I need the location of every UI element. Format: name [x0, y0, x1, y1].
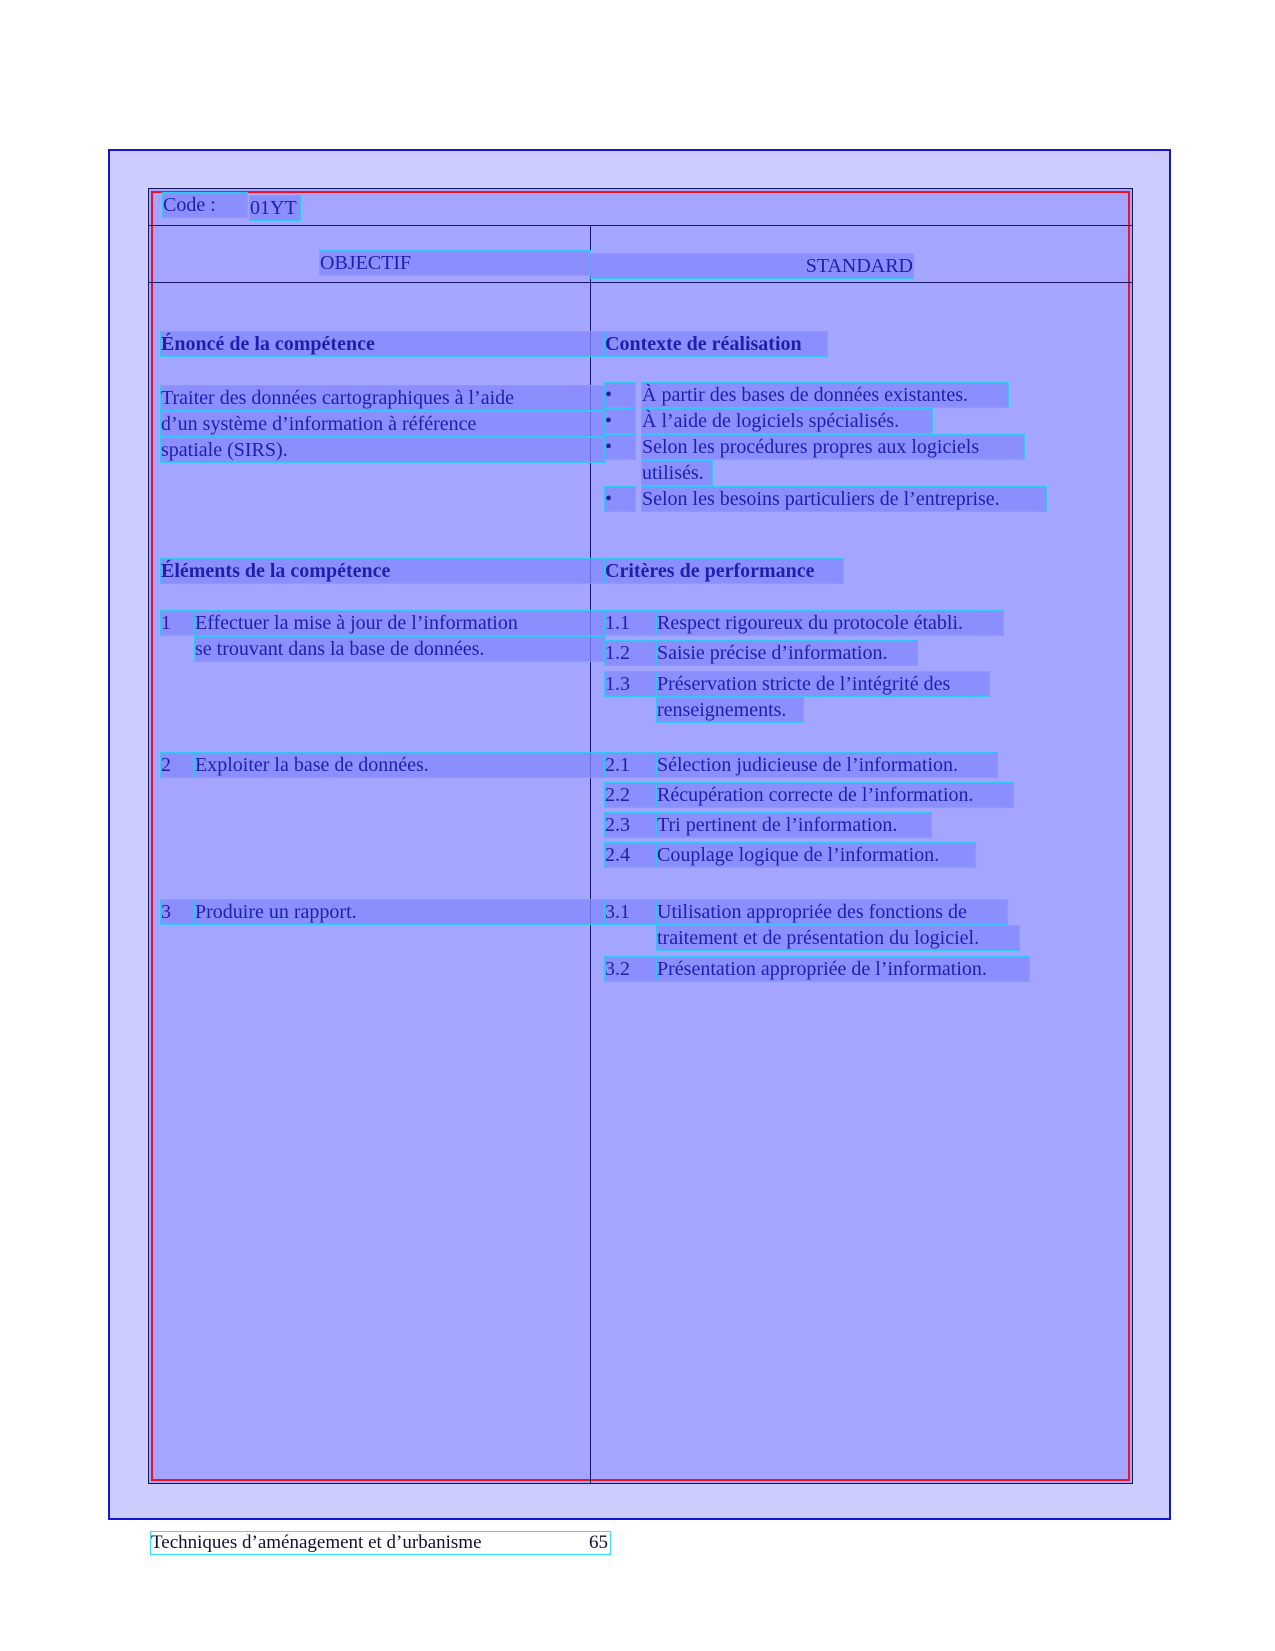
- critere-text-continued: renseignements.: [657, 698, 803, 722]
- contexte-item: À l’aide de logiciels spécialisés.: [642, 409, 932, 433]
- critere-number: 1.1: [605, 611, 657, 635]
- criteres-heading: Critères de performance: [605, 559, 843, 583]
- enonce-heading: Énoncé de la compétence: [161, 332, 605, 356]
- element-text: Produire un rapport.: [195, 900, 605, 924]
- element-text: Exploiter la base de données.: [195, 753, 605, 777]
- critere-number: 2.3: [605, 813, 657, 837]
- contexte-item: À partir des bases de données existantes.: [642, 383, 1008, 407]
- critere-number: 2.4: [605, 843, 657, 867]
- element-text-continued: se trouvant dans la base de données.: [195, 637, 605, 661]
- contexte-heading: Contexte de réalisation: [605, 332, 827, 356]
- critere-text: Tri pertinent de l’information.: [657, 813, 931, 837]
- bullet: •: [605, 487, 635, 511]
- header-row-divider: [149, 225, 1132, 226]
- critere-text: Récupération correcte de l’information.: [657, 783, 1013, 807]
- critere-number: 3.1: [605, 900, 657, 924]
- bullet: •: [605, 409, 635, 433]
- critere-number: 2.1: [605, 753, 657, 777]
- code-label: Code :: [163, 193, 247, 217]
- contexte-item: Selon les besoins particuliers de l’entreprise.: [642, 487, 1046, 511]
- column-header-divider: [149, 282, 1132, 283]
- contexte-item-continued: utilisés.: [642, 461, 712, 485]
- enonce-line: spatiale (SIRS).: [161, 438, 605, 462]
- enonce-line: Traiter des données cartographiques à l’aide: [161, 386, 605, 410]
- enonce-line: d’un système d’information à référence: [161, 412, 605, 436]
- critere-number: 3.2: [605, 957, 657, 981]
- critere-text-continued: traitement et de présentation du logiciel.: [657, 926, 1019, 950]
- column-header-standard-label: STANDARD: [805, 255, 913, 277]
- element-number: 2: [161, 753, 195, 777]
- bullet: •: [605, 383, 635, 407]
- elements-heading: Éléments de la compétence: [161, 559, 605, 583]
- critere-number: 1.3: [605, 672, 657, 696]
- footer-title: Techniques d’aménagement et d’urbanisme: [151, 1532, 482, 1553]
- element-number: 1: [161, 611, 195, 635]
- contexte-item: Selon les procédures propres aux logiciels: [642, 435, 1024, 459]
- page-footer: [151, 1532, 610, 1554]
- critere-text: Utilisation appropriée des fonctions de: [657, 900, 1007, 924]
- page-number: 65: [589, 1532, 608, 1553]
- critere-number: 1.2: [605, 641, 657, 665]
- code-value: 01YT: [250, 196, 300, 220]
- critere-text: Couplage logique de l’information.: [657, 843, 975, 867]
- element-number: 3: [161, 900, 195, 924]
- element-text: Effectuer la mise à jour de l’information: [195, 611, 605, 635]
- critere-number: 2.2: [605, 783, 657, 807]
- bullet: •: [605, 435, 635, 459]
- column-header-objectif: OBJECTIF: [320, 251, 590, 275]
- critere-text: Sélection judicieuse de l’information.: [657, 753, 997, 777]
- critere-text: Présentation appropriée de l’information.: [657, 957, 1029, 981]
- critere-text: Respect rigoureux du protocole établi.: [657, 611, 1003, 635]
- critere-text: Saisie précise d’information.: [657, 641, 917, 665]
- critere-text: Préservation stricte de l’intégrité des: [657, 672, 989, 696]
- column-header-standard: [590, 254, 913, 278]
